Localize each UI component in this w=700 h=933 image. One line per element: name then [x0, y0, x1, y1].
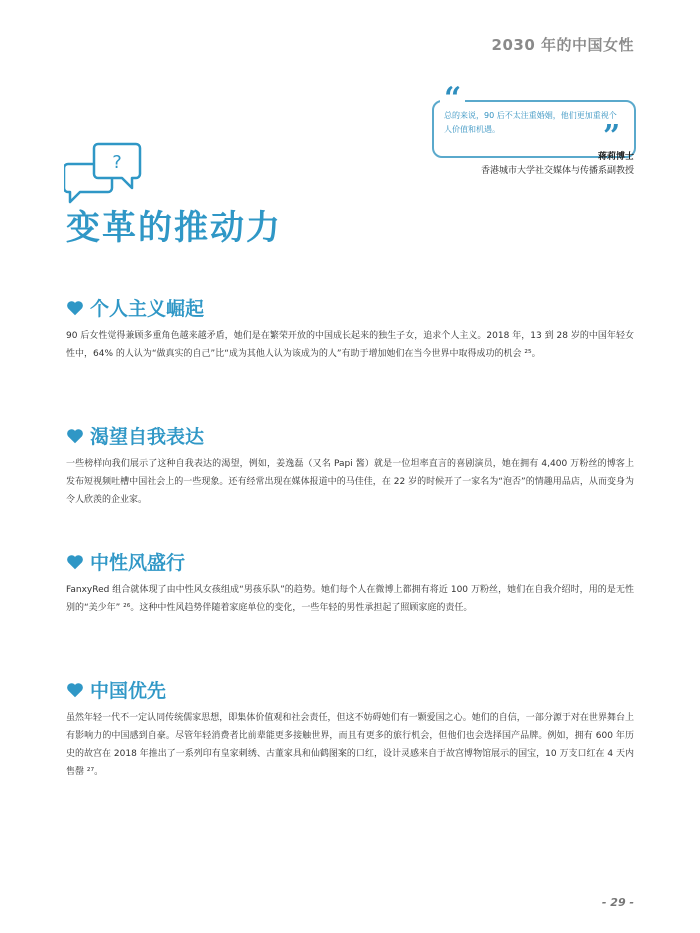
running-header: 2030 年的中国女性	[491, 36, 634, 54]
open-quote-icon: “	[440, 84, 465, 114]
heart-icon	[66, 554, 84, 570]
section-self-expression	[66, 422, 634, 509]
heart-icon	[66, 428, 84, 444]
section-individualism	[66, 294, 634, 363]
section-body: 一些榜样向我们展示了这种自我表达的渴望，例如，姜逸磊（又名 Papi 酱）就是一位坦率直言的喜剧演员，她在拥有 4,400 万粉丝的博客上发布短视频吐槽中国社会上的一些现象。还有经常出现在媒体报道中的马佳佳，在 22 岁的时候开了一家名为“泡否”的情趣用品店，从而变身为令人欣羡的企业家。	[66, 459, 634, 505]
section-androgyny	[66, 548, 634, 617]
section-body: FanxyRed 组合就体现了由中性风女孩组成“男孩乐队”的趋势。她们每个人在微博上都拥有将近 100 万粉丝，她们在自我介绍时，用的是无性别的“美少年” ²⁶。这种中性风趋势伴随着家庭单位的变化，一些年轻的男性承担起了照顾家庭的责任。	[66, 585, 634, 613]
section-body: 90 后女性觉得兼顾多重角色越来越矛盾，她们是在繁荣开放的中国成长起来的独生子女，追求个人主义。2018 年，13 到 28 岁的中国年轻女性中，64% 的人认为“做真实的自己”比“成为其他人认为该成为的人”有助于增加她们在当今世界中取得成功的机会 ²⁵。	[66, 331, 634, 359]
section-heading: 中国优先	[90, 680, 167, 702]
section-china-first	[66, 676, 634, 781]
page-number: - 29 -	[601, 896, 634, 909]
quote-affiliation: 香港城市大学社交媒体与传播系副教授	[480, 166, 634, 176]
quote-author: 蒋莉博士	[597, 152, 634, 162]
heart-icon	[66, 682, 84, 698]
section-body: 虽然年轻一代不一定认同传统儒家思想，即集体价值观和社会责任，但这不妨碍她们有一颗爱国之心。她们的自信，一部分源于对在世界舞台上有影响力的中国感到自豪。尽管年轻消费者比前辈能更多接触世界，而且有更多的旅行机会，但他们也会选择国产品牌。例如，拥有 600 年历史的故宫在 2018 年推出了一系列印有皇家刺绣、古董家具和仙鹤图案的口红，设计灵感来自于故宫博物馆展示的国宝，10 万支口红在 4 天内售罄 ²⁷。	[66, 713, 634, 777]
heart-icon	[66, 300, 84, 316]
page-title: 变革的推动力	[66, 208, 282, 248]
svg-text:?: ?	[112, 152, 122, 173]
section-heading: 渴望自我表达	[90, 426, 205, 448]
close-quote-icon: ”	[600, 122, 623, 152]
section-heading: 中性风盛行	[90, 552, 186, 574]
section-heading: 个人主义崛起	[90, 298, 205, 320]
quote-text: 总的来说，90 后不太注重婚姻，他们更加重视个人价值和机遇。	[444, 111, 617, 134]
